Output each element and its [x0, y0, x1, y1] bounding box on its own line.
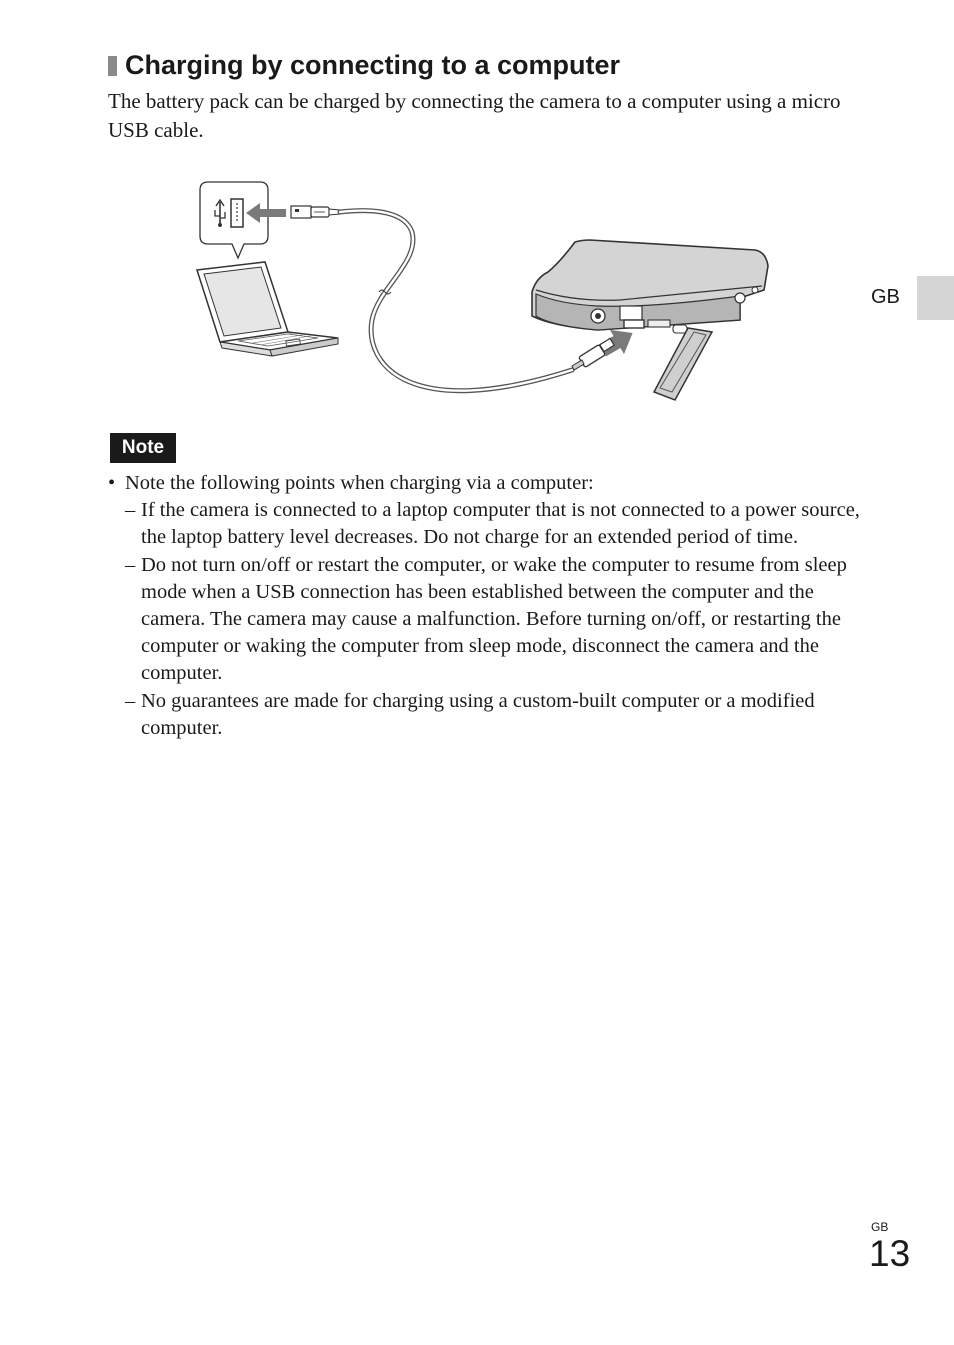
- note-bullet-text: Note the following points when charging via a computer:: [125, 472, 594, 494]
- usb-connection-illustration: [180, 170, 780, 420]
- notes-list: [108, 470, 868, 742]
- usb-plug: [291, 206, 340, 218]
- heading-marker: [108, 56, 117, 76]
- note-item-text: No guarantees are made for charging using a custom-built computer or a modified computer.: [141, 689, 815, 739]
- footer-language-code: GB: [871, 1220, 889, 1234]
- laptop-icon: [197, 262, 338, 356]
- note-item-text: Do not turn on/off or restart the computer, or wake the computer to resume from sleep mode when a USB connection has been established between the computer and the camera. The camera may cause a malfunction. Before turning on/off, or restarting the computer or waking the computer from sleep mode, disconnect the camera and the computer.: [141, 553, 847, 685]
- section-title: Charging by connecting to a computer: [125, 50, 621, 80]
- camera-icon: [532, 240, 768, 400]
- note-item: – If the camera is connected to a laptop computer that is not connected to a power source, the laptop battery level decreases. Do not charge for an extended period of time.: [125, 499, 860, 549]
- side-language-code: GB: [871, 286, 900, 308]
- note-item: – Do not turn on/off or restart the computer, or wake the computer to resume from sleep mode when a USB connection has been established between the computer and the camera. The camera may cause a malfunction. Before turning on/off, or restarting the computer or waking the computer from sleep mode, disconnect the camera and the computer.: [125, 553, 847, 685]
- usb-callout: [200, 182, 286, 258]
- note-item-text: If the camera is connected to a laptop computer that is not connected to a power source, the laptop battery level decreases. Do not charge for an extended period of time.: [141, 499, 860, 549]
- section-heading: [108, 46, 620, 84]
- page-number: 13: [869, 1233, 911, 1274]
- note-bullet: • Note the following points when charging via a computer:: [108, 472, 594, 494]
- intro-paragraph: The battery pack can be charged by connecting the camera to a computer using a micro USB cable.: [108, 89, 841, 142]
- note-item: – No guarantees are made for charging using a custom-built computer or a modified computer.: [125, 689, 815, 739]
- note-label: Note: [110, 433, 176, 463]
- side-tab: [917, 276, 954, 320]
